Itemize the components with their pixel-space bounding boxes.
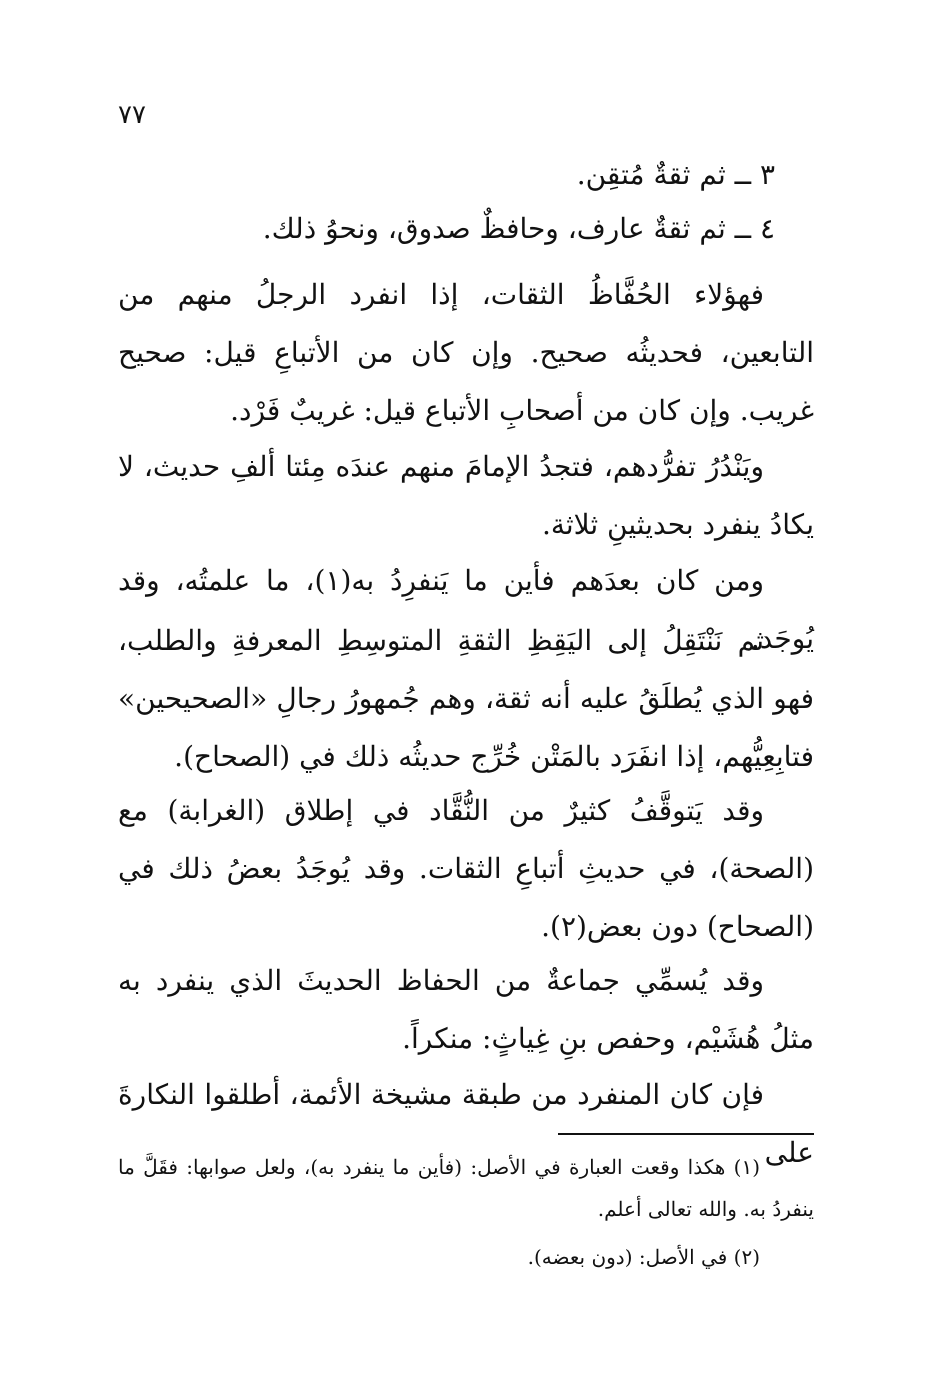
footnote: (١) هكذا وقعت العبارة في الأصل: (فأين ما ينفرد به)، ولعل صوابها: فقَلَّ ما ينفردُ به. والله تعالى أعلم. [118,1155,814,1221]
paragraph: وقد يَتوقَّفُ كثيرٌ من النُّقَّاد في إطلاق (الغرابة) مع (الصحة)، في حديثِ أتباعِ الثقات. وقد يُوجَدُ بعضُ ذلك في (الصحاح) دون بعض(٢). [118,794,814,943]
list-item: ٤ ــ ثم ثقةٌ عارف، وحافظٌ صدوق، ونحوُ ذلك. [262,212,775,245]
paragraph: فهؤلاء الحُفَّاظُ الثقات، إذا انفرد الرجلُ منهم من التابعين، فحديثُه صحيح. وإن كان من الأتباعِ قيل: صحيح غريب. وإن كان من أصحابِ الأتباع قيل: غريبٌ فَرْد. [118,278,814,427]
paragraph: ومن كان بعدَهم فأين ما يَنفرِدُ به(١)، ما علمتُه، وقد يُوجَد. [118,564,814,655]
list-item: ٣ ــ ثم ثقةٌ مُتقِن. [576,158,775,191]
paragraph: ويَنْدُرُ تفرُّدهم، فتجدُ الإمامَ منهم عندَه مِئتا ألفِ حديث، لا يكادُ ينفرد بحديثينِ ثلاثة. [118,450,814,541]
paragraph: وقد يُسمِّي جماعةٌ من الحفاظ الحديثَ الذي ينفرد به مثلُ هُشَيْم، وحفص بنِ غِياثٍ: منكراً. [118,964,814,1055]
page-number: ٧٧ [118,100,146,130]
paragraph: ثم نَنْتَقِلُ إلى اليَقِظِ الثقةِ المتوسِطِ المعرفةِ والطلب، فهو الذي يُطلَقُ عليه أنه ثقة، وهم جُمهورُ رجالِ «الصحيحين» فتابِعِيُّهم، إذا انفَرَد بالمَتْن خُرِّج حديثُه ذلك في (الصحاح). [118,624,814,773]
paragraph: فإن كان المنفرد من طبقة مشيخة الأئمة، أطلقوا النكارةَ على [118,1078,814,1169]
footnote-divider [558,1133,814,1135]
footnote: (٢) في الأصل: (دون بعضه). [527,1245,760,1269]
